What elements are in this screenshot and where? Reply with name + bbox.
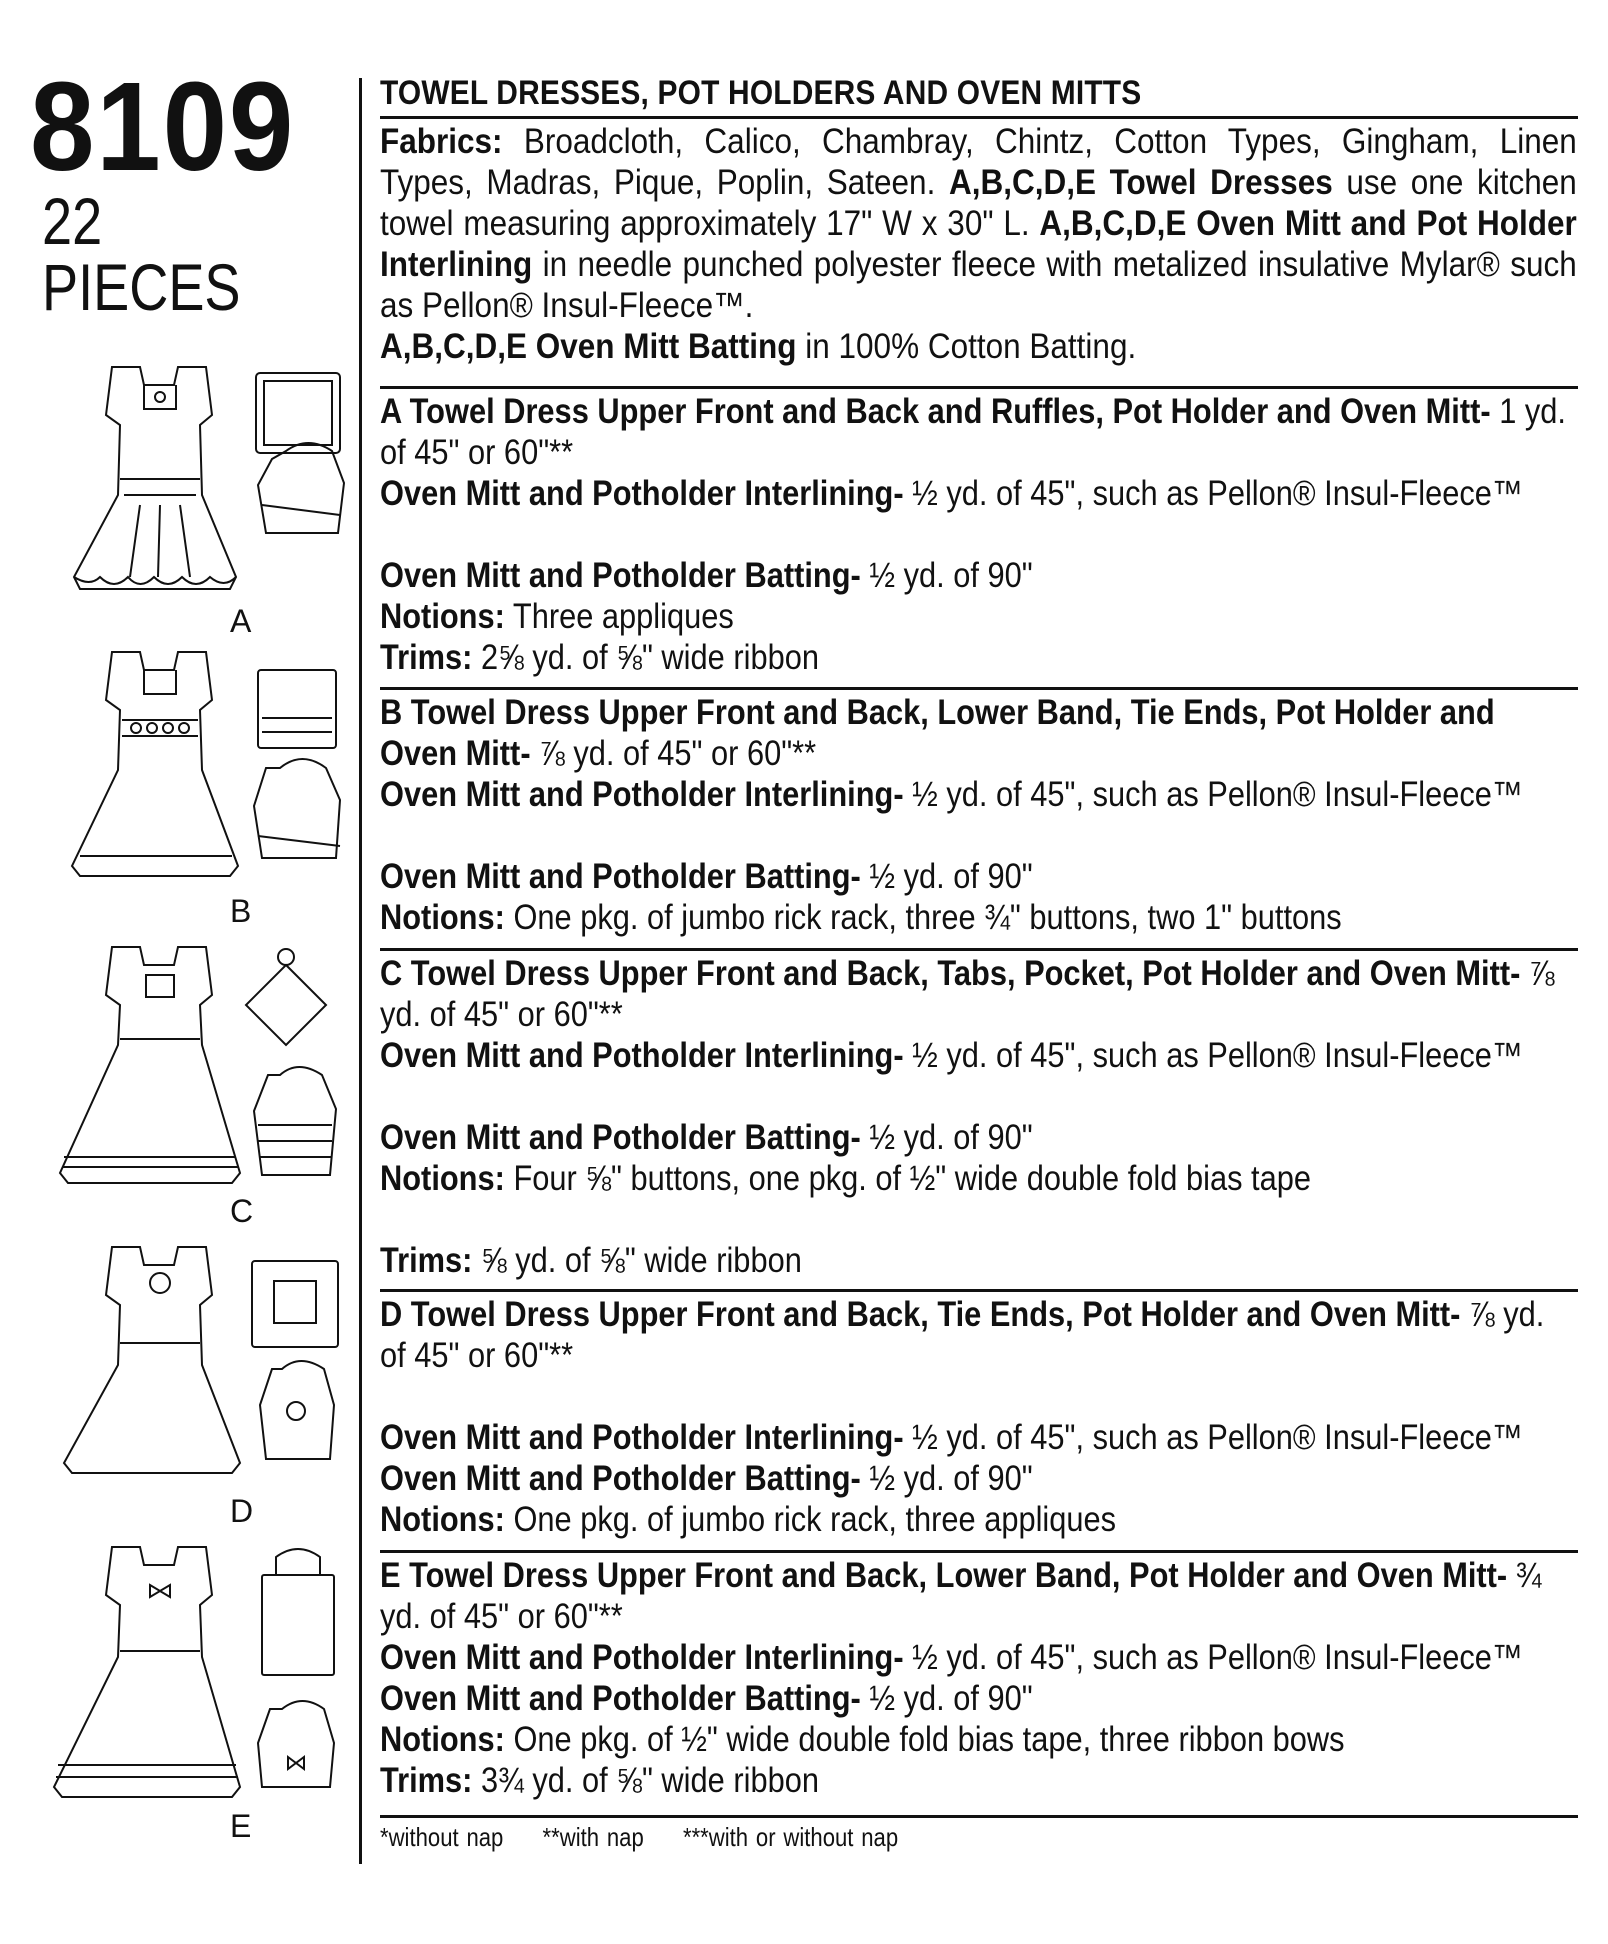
figure-d <box>40 1235 350 1535</box>
section-e-batting-label: Oven Mitt and Potholder Batting- <box>380 1679 861 1718</box>
section-d-interlining-value: ½ yd. of 45", such as Pellon® Insul-Fleece™ <box>903 1418 1523 1457</box>
section-d-notions-value: One pkg. of jumbo rick rack, three appliques <box>504 1500 1117 1539</box>
page-title: TOWEL DRESSES, POT HOLDERS AND OVEN MITTS <box>380 74 1142 112</box>
section-a-trims-label: Trims: <box>380 638 473 677</box>
section-e <box>380 1553 1578 1815</box>
figure-b <box>40 640 350 935</box>
section-c-trims-value: ⅝ yd. of ⅝" wide ribbon <box>472 1241 802 1280</box>
figure-label-a: A <box>230 603 252 639</box>
section-b-notions-value: One pkg. of jumbo rick rack, three ¾" buttons, two 1" buttons <box>504 898 1342 937</box>
column-divider <box>359 78 362 1864</box>
section-a-notions-value: Three appliques <box>504 597 734 636</box>
footnote-without-nap: *without nap <box>380 1822 504 1852</box>
figure-e <box>40 1535 350 1845</box>
fabrics-block <box>380 119 1578 386</box>
section-e-trims-label: Trims: <box>380 1761 473 1800</box>
pattern-number: 8109 <box>30 56 296 197</box>
fabrics-label: Fabrics: <box>380 122 503 161</box>
section-c-interlining-value: ½ yd. of 45", such as Pellon® Insul-Fleece™ <box>903 1036 1523 1075</box>
figure-label-c: C <box>230 1193 254 1229</box>
dress-a-illustration <box>40 355 350 605</box>
section-a-trims-value: 2⅝ yd. of ⅝" wide ribbon <box>472 638 819 677</box>
section-c-trims-label: Trims: <box>380 1241 473 1280</box>
left-column <box>0 0 358 1944</box>
section-a-notions-label: Notions: <box>380 597 505 636</box>
section-b-batting-label: Oven Mitt and Potholder Batting- <box>380 857 861 896</box>
figure-label-d: D <box>230 1493 254 1529</box>
figure-c <box>40 935 350 1235</box>
section-e-batting-value: ½ yd. of 90" <box>860 1679 1033 1718</box>
section-c-yardage: ⅞ yd. of 45" or 60"** <box>380 954 1555 1034</box>
section-d-heading: D Towel Dress Upper Front and Back, Tie Ends, Pot Holder and Oven Mitt- <box>380 1295 1461 1334</box>
section-e-interlining-label: Oven Mitt and Potholder Interlining- <box>380 1638 904 1677</box>
section-a-batting-label: Oven Mitt and Potholder Batting- <box>380 556 861 595</box>
footnote-with-nap: **with nap <box>542 1822 644 1852</box>
dress-c-illustration <box>40 935 350 1195</box>
section-e-trims-value: 3¾ yd. of ⅝" wide ribbon <box>472 1761 819 1800</box>
section-c-batting-label: Oven Mitt and Potholder Batting- <box>380 1118 861 1157</box>
section-c-heading: C Towel Dress Upper Front and Back, Tabs, Pocket, Pot Holder and Oven Mitt- <box>380 954 1521 993</box>
section-d-notions-label: Notions: <box>380 1500 505 1539</box>
figure-a <box>40 355 350 645</box>
fabrics-text-1: Broadcloth, Calico, Chambray, Chintz, Cotton Types, Gingham, Linen Types, Madras, Pique, Poplin, Sateen. <box>380 122 1577 202</box>
section-a <box>380 389 1578 687</box>
figure-label-b: B <box>230 893 252 929</box>
section-c-notions-value: Four ⅝" buttons, one pkg. of ½" wide double fold bias tape <box>504 1159 1311 1198</box>
section-c-batting-value: ½ yd. of 90" <box>860 1118 1033 1157</box>
section-b-interlining-label: Oven Mitt and Potholder Interlining- <box>380 775 904 814</box>
dress-d-illustration <box>40 1235 350 1495</box>
dress-e-illustration <box>40 1535 350 1805</box>
section-b-batting-value: ½ yd. of 90" <box>860 857 1033 896</box>
fabrics-bold-3: A,B,C,D,E Oven Mitt Batting <box>380 327 797 366</box>
section-b-yardage: ⅞ yd. of 45" or 60"** <box>530 734 817 773</box>
fabrics-bold-1: A,B,C,D,E Towel Dresses <box>948 163 1333 202</box>
section-a-heading: A Towel Dress Upper Front and Back and Ruffles, Pot Holder and Oven Mitt- <box>380 392 1491 431</box>
section-d-batting-value: ½ yd. of 90" <box>860 1459 1033 1498</box>
section-a-yardage: 1 yd. of 45" or 60"** <box>380 392 1566 472</box>
dress-b-illustration <box>40 640 350 900</box>
fabrics-bold-2: A,B,C,D,E Oven Mitt and Pot Holder Interlining <box>380 204 1577 284</box>
section-b-interlining-value: ½ yd. of 45", such as Pellon® Insul-Fleece™ <box>903 775 1523 814</box>
section-c-notions-label: Notions: <box>380 1159 505 1198</box>
section-e-yardage: ¾ yd. of 45" or 60"** <box>380 1556 1542 1636</box>
figure-label-e: E <box>230 1808 252 1844</box>
section-b-heading: B Towel Dress Upper Front and Back, Lower Band, Tie Ends, Pot Holder and Oven Mitt- <box>380 693 1495 773</box>
section-b <box>380 690 1578 948</box>
fabrics-text-3: in needle punched polyester fleece with metalized insulative Mylar® such as Pellon® Insul-Fleece™. <box>380 245 1577 325</box>
section-e-notions-value: One pkg. of ½" wide double fold bias tape, three ribbon bows <box>504 1720 1345 1759</box>
section-e-heading: E Towel Dress Upper Front and Back, Lower Band, Pot Holder and Oven Mitt- <box>380 1556 1508 1595</box>
footnote-with-or-without-nap: ***with or without nap <box>682 1822 899 1852</box>
section-c <box>380 951 1578 1289</box>
section-a-batting-value: ½ yd. of 90" <box>860 556 1033 595</box>
section-d-interlining-label: Oven Mitt and Potholder Interlining- <box>380 1418 904 1457</box>
section-c-interlining-label: Oven Mitt and Potholder Interlining- <box>380 1036 904 1075</box>
section-a-interlining-label: Oven Mitt and Potholder Interlining- <box>380 474 904 513</box>
requirements-column <box>380 70 1578 1853</box>
fabrics-text-2: use one kitchen towel measuring approximately 17" W x 30" L. <box>380 163 1577 243</box>
section-d-yardage: ⅞ yd. of 45" or 60"** <box>380 1295 1545 1375</box>
section-d <box>380 1292 1578 1550</box>
section-b-notions-label: Notions: <box>380 898 505 937</box>
pieces-count: 22 PIECES <box>42 184 241 324</box>
section-e-interlining-value: ½ yd. of 45", such as Pellon® Insul-Fleece™ <box>903 1638 1523 1677</box>
section-a-interlining-value: ½ yd. of 45", such as Pellon® Insul-Fleece™ <box>903 474 1523 513</box>
footnote <box>380 1818 1398 1853</box>
section-e-notions-label: Notions: <box>380 1720 505 1759</box>
fabrics-text-4: in 100% Cotton Batting. <box>796 327 1137 366</box>
section-d-batting-label: Oven Mitt and Potholder Batting- <box>380 1459 861 1498</box>
